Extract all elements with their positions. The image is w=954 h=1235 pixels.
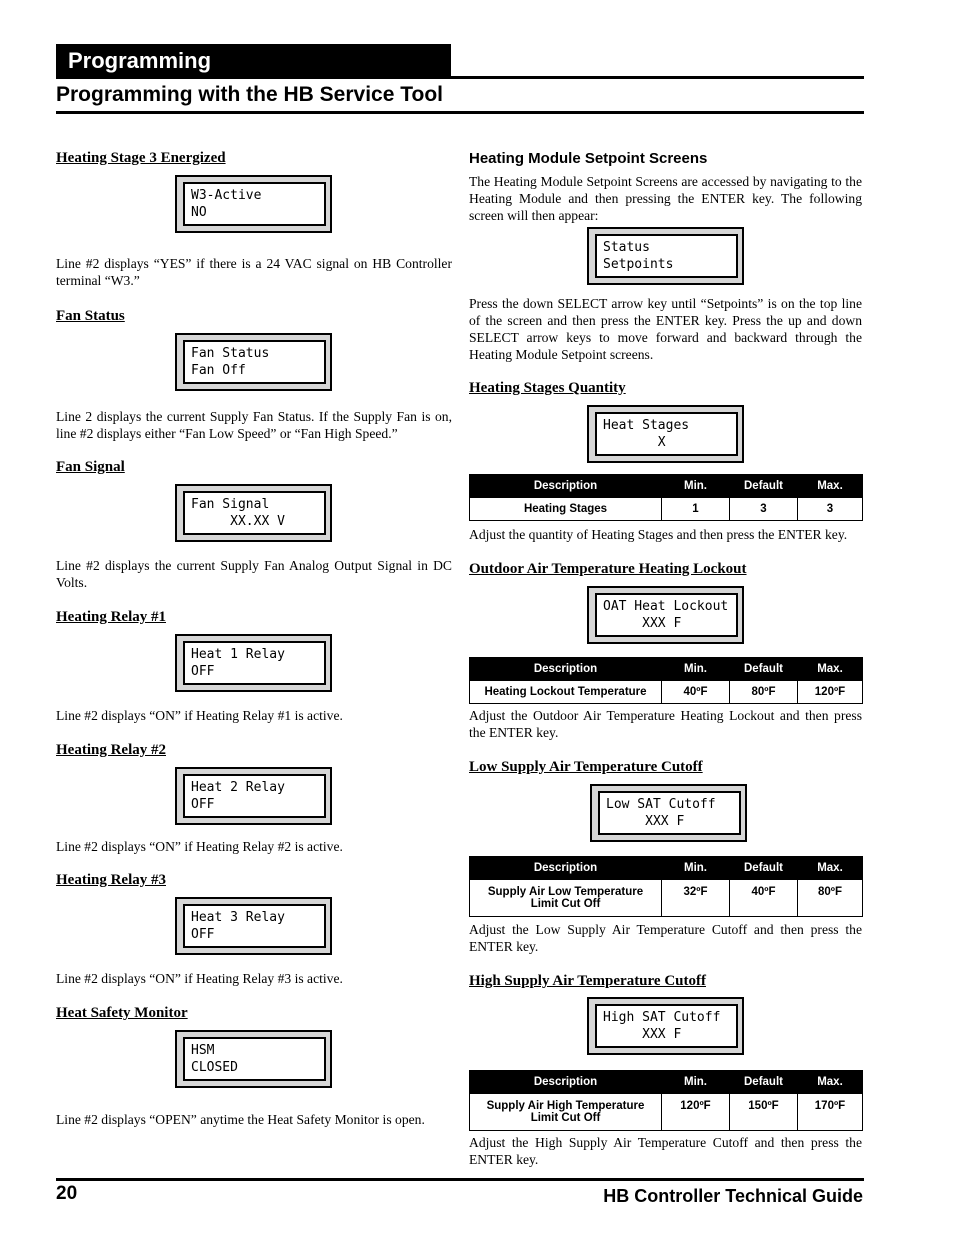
lcd-screen [587,586,744,644]
header-rule-top [56,76,864,79]
guide-title: HB Controller Technical Guide [603,1186,863,1206]
paragraph-navigation: Press the down SELECT arrow key until “Setpoints” is on the top line of the screen and then press the ENTER key. Press the up and down SELECT arrow keys to move forward and backward through the Heating Module Setpoint screens. [469,296,862,362]
heading-heating-relay-1: Heating Relay #1 [56,609,166,625]
cell-min: 40ºF [662,681,730,704]
cell-description: Heating Stages [470,498,662,521]
lcd-line-1: Low SAT Cutoff [606,797,716,812]
section-title: Programming [68,48,212,73]
cell-default: 80ºF [730,681,798,704]
lcd-line-2: NO [191,205,207,220]
lcd-screen [175,1030,332,1088]
cell-default: 3 [730,498,798,521]
lcd-line-2: X [603,435,666,450]
table-row [470,498,863,521]
lcd-screen [175,634,332,692]
cell-min: 1 [662,498,730,521]
header-max: Max. [798,857,863,880]
lcd-screen [175,897,332,955]
header-description: Description [470,1071,662,1094]
heading-oat-heating-lockout: Outdoor Air Temperature Heating Lockout [469,561,747,577]
lcd-line-1: Heat 3 Relay [191,910,285,925]
heading-heating-relay-2: Heating Relay #2 [56,742,166,758]
header-default: Default [730,475,798,498]
cell-description: Supply Air Low Temperature Limit Cut Off [470,880,662,917]
header-min: Min. [662,857,730,880]
paragraph: Line #2 displays “YES” if there is a 24 VAC signal on HB Controller terminal “W3.” [56,256,452,288]
header-default: Default [730,1071,798,1094]
heading-setpoint-screens: Heating Module Setpoint Screens [469,150,708,167]
page-number: 20 [56,1183,78,1204]
lcd-screen [175,767,332,825]
lcd-line-1: Fan Signal [191,497,270,512]
heading-fan-signal: Fan Signal [56,459,125,475]
header-max: Max. [798,658,863,681]
lcd-screen [587,227,744,285]
lcd-screen [175,484,332,542]
paragraph: Line #2 displays “ON” if Heating Relay #2 is active. [56,839,343,854]
lcd-line-1: HSM [191,1043,215,1058]
header-default: Default [730,658,798,681]
paragraph: Line 2 displays the current Supply Fan Status. If the Supply Fan is on, line #2 displays either “Fan Low Speed” or “Fan High Speed.” [56,409,452,441]
table-header-row [470,1071,863,1094]
table-row [470,1094,863,1131]
lcd-line-2: XXX F [603,1027,682,1042]
table-row [470,880,863,917]
cell-default: 40ºF [730,880,798,917]
paragraph: Adjust the High Supply Air Temperature Cutoff and then press the ENTER key. [469,1135,862,1167]
lcd-line-2: XXX F [606,814,685,829]
table-header-row [470,475,863,498]
lcd-line-1: OAT Heat Lockout [603,599,729,614]
header-min: Min. [662,1071,730,1094]
setpoint-table [469,856,863,917]
header-max: Max. [798,475,863,498]
lcd-line-2: OFF [191,664,215,679]
setpoint-table [469,657,863,704]
cell-max: 3 [798,498,863,521]
lcd-line-1: Status [603,240,650,255]
footer-rule [56,1178,864,1181]
header-description: Description [470,658,662,681]
lcd-line-1: Heat Stages [603,418,690,433]
lcd-line-2: XX.XX V [191,514,285,529]
header-description: Description [470,857,662,880]
cell-max: 170ºF [798,1094,863,1131]
lcd-line-2: Setpoints [603,257,674,272]
cell-max: 80ºF [798,880,863,917]
paragraph-intro: The Heating Module Setpoint Screens are accessed by navigating to the Heating Module and then pressing the ENTER key. The following screen will then appear: [469,174,862,223]
heading-heating-relay-3: Heating Relay #3 [56,872,166,888]
header-max: Max. [798,1071,863,1094]
heading-low-sat-cutoff: Low Supply Air Temperature Cutoff [469,759,703,775]
setpoint-table [469,474,863,521]
cell-max: 120ºF [798,681,863,704]
heading-heat-safety-monitor: Heat Safety Monitor [56,1005,188,1021]
header-default: Default [730,857,798,880]
lcd-screen [175,175,332,233]
paragraph: Line #2 displays “ON” if Heating Relay #1 is active. [56,708,343,723]
paragraph: Adjust the Low Supply Air Temperature Cutoff and then press the ENTER key. [469,922,862,954]
table-header-row [470,857,863,880]
heading-heating-stage-3: Heating Stage 3 Energized [56,150,226,166]
lcd-screen [175,333,332,391]
table-header-row [470,658,863,681]
lcd-line-2: OFF [191,927,215,942]
paragraph: Line #2 displays “OPEN” anytime the Heat Safety Monitor is open. [56,1112,425,1127]
cell-default: 150ºF [730,1094,798,1131]
lcd-line-2: CLOSED [191,1060,238,1075]
lcd-line-1: Heat 2 Relay [191,780,285,795]
paragraph: Adjust the quantity of Heating Stages and then press the ENTER key. [469,527,848,542]
lcd-line-1: Heat 1 Relay [191,647,285,662]
lcd-line-1: W3-Active [191,188,262,203]
lcd-screen [587,997,744,1055]
setpoint-table [469,1070,863,1131]
header-min: Min. [662,475,730,498]
heading-heating-stages-quantity: Heating Stages Quantity [469,380,626,396]
lcd-line-1: High SAT Cutoff [603,1010,721,1025]
heading-fan-status: Fan Status [56,308,125,324]
lcd-screen [590,784,747,842]
paragraph: Line #2 displays the current Supply Fan Analog Output Signal in DC Volts. [56,558,452,590]
lcd-line-2: XXX F [603,616,682,631]
page-title: Programming with the HB Service Tool [56,83,444,106]
header-rule-bottom [56,111,864,114]
lcd-line-1: Fan Status [191,346,270,361]
lcd-line-2: OFF [191,797,215,812]
paragraph: Adjust the Outdoor Air Temperature Heating Lockout and then press the ENTER key. [469,708,862,740]
paragraph: Line #2 displays “ON” if Heating Relay #3 is active. [56,971,343,986]
header-min: Min. [662,658,730,681]
heading-high-sat-cutoff: High Supply Air Temperature Cutoff [469,973,706,989]
cell-description: Supply Air High Temperature Limit Cut Off [470,1094,662,1131]
cell-min: 120ºF [662,1094,730,1131]
lcd-line-2: Fan Off [191,363,246,378]
table-row [470,681,863,704]
lcd-screen [587,405,744,463]
cell-min: 32ºF [662,880,730,917]
cell-description: Heating Lockout Temperature [470,681,662,704]
header-description: Description [470,475,662,498]
